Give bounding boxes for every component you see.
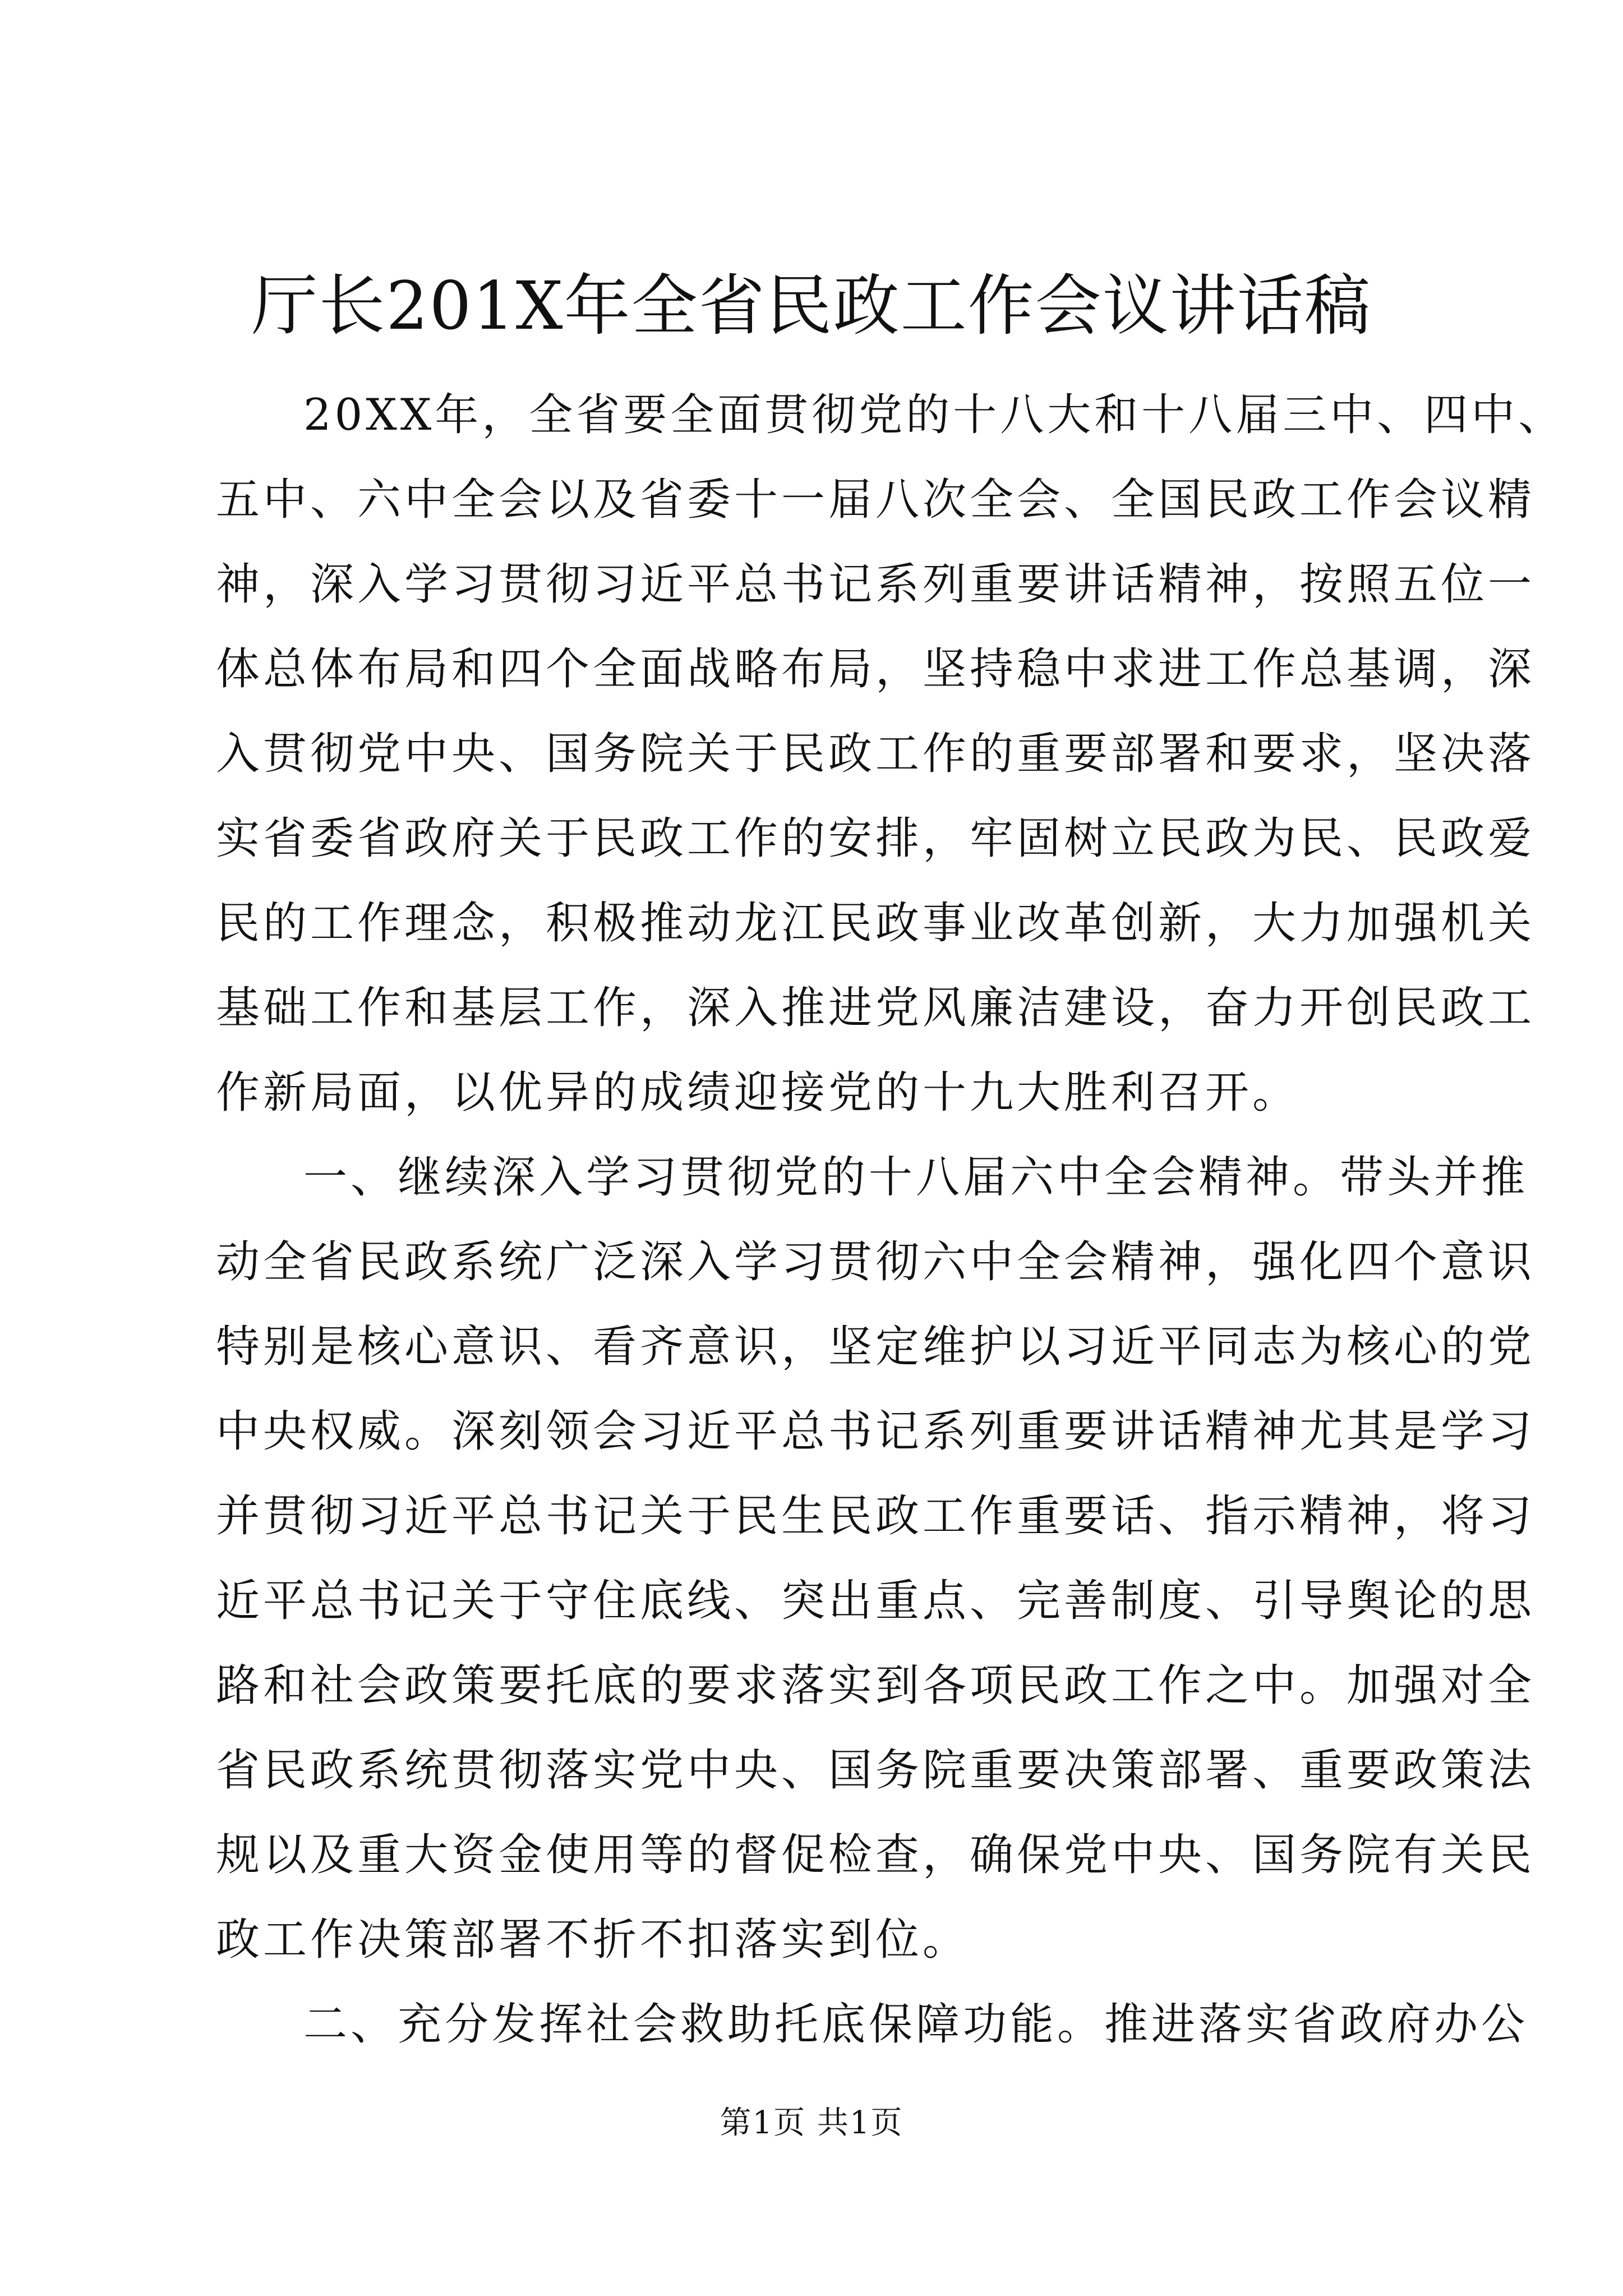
paragraph-line: 省民政系统贯彻落实党中央、国务院重要决策部署、重要政策法	[216, 1745, 1536, 1796]
document-title: 厅长201X年全省民政工作会议讲话稿	[251, 267, 1372, 344]
paragraph-line: 一、继续深入学习贯彻党的十八届六中全会精神。带头并推	[303, 1152, 1529, 1203]
paragraph-section-1	[216, 1135, 1536, 1982]
paragraph-line: 神，深入学习贯彻习近平总书记系列重要讲话精神，按照五位一	[216, 559, 1536, 610]
document-body	[216, 373, 1566, 2067]
paragraph-line: 民的工作理念，积极推动龙江民政事业改革创新，大力加强机关	[216, 898, 1536, 949]
paragraph-line: 作新局面，以优异的成绩迎接党的十九大胜利召开。	[216, 1068, 1300, 1118]
paragraph-line: 动全省民政系统广泛深入学习贯彻六中全会精神，强化四个意识	[216, 1237, 1536, 1287]
paragraph-line: 基础工作和基层工作，深入推进党风廉洁建设，奋力开创民政工	[216, 983, 1536, 1033]
paragraph-line: 中央权威。深刻领会习近平总书记系列重要讲话精神尤其是学习	[216, 1406, 1536, 1457]
paragraph-section-2	[216, 1982, 1529, 2067]
paragraph-line: 规以及重大资金使用等的督促检查，确保党中央、国务院有关民	[216, 1830, 1536, 1880]
paragraph-line: 体总体布局和四个全面战略布局，坚持稳中求进工作总基调，深	[216, 644, 1536, 694]
paragraph-intro	[216, 373, 1566, 1135]
page-footer: 第1页 共1页	[720, 2105, 903, 2141]
paragraph-line: 特别是核心意识、看齐意识，坚定维护以习近平同志为核心的党	[216, 1322, 1536, 1372]
paragraph-line: 路和社会政策要托底的要求落实到各项民政工作之中。加强对全	[216, 1660, 1536, 1711]
paragraph-line: 五中、六中全会以及省委十一届八次全会、全国民政工作会议精	[216, 475, 1536, 525]
paragraph-line: 20XX年，全省要全面贯彻党的十八大和十八届三中、四中、	[303, 390, 1566, 440]
paragraph-line: 实省委省政府关于民政工作的安排，牢固树立民政为民、民政爱	[216, 813, 1536, 864]
paragraph-line: 二、充分发挥社会救助托底保障功能。推进落实省政府办公	[303, 1999, 1529, 2050]
paragraph-line: 入贯彻党中央、国务院关于民政工作的重要部署和要求，坚决落	[216, 729, 1536, 779]
paragraph-line: 近平总书记关于守住底线、突出重点、完善制度、引导舆论的思	[216, 1576, 1536, 1626]
paragraph-line: 政工作决策部署不折不扣落实到位。	[216, 1915, 970, 1965]
paragraph-line: 并贯彻习近平总书记关于民生民政工作重要话、指示精神，将习	[216, 1491, 1536, 1542]
